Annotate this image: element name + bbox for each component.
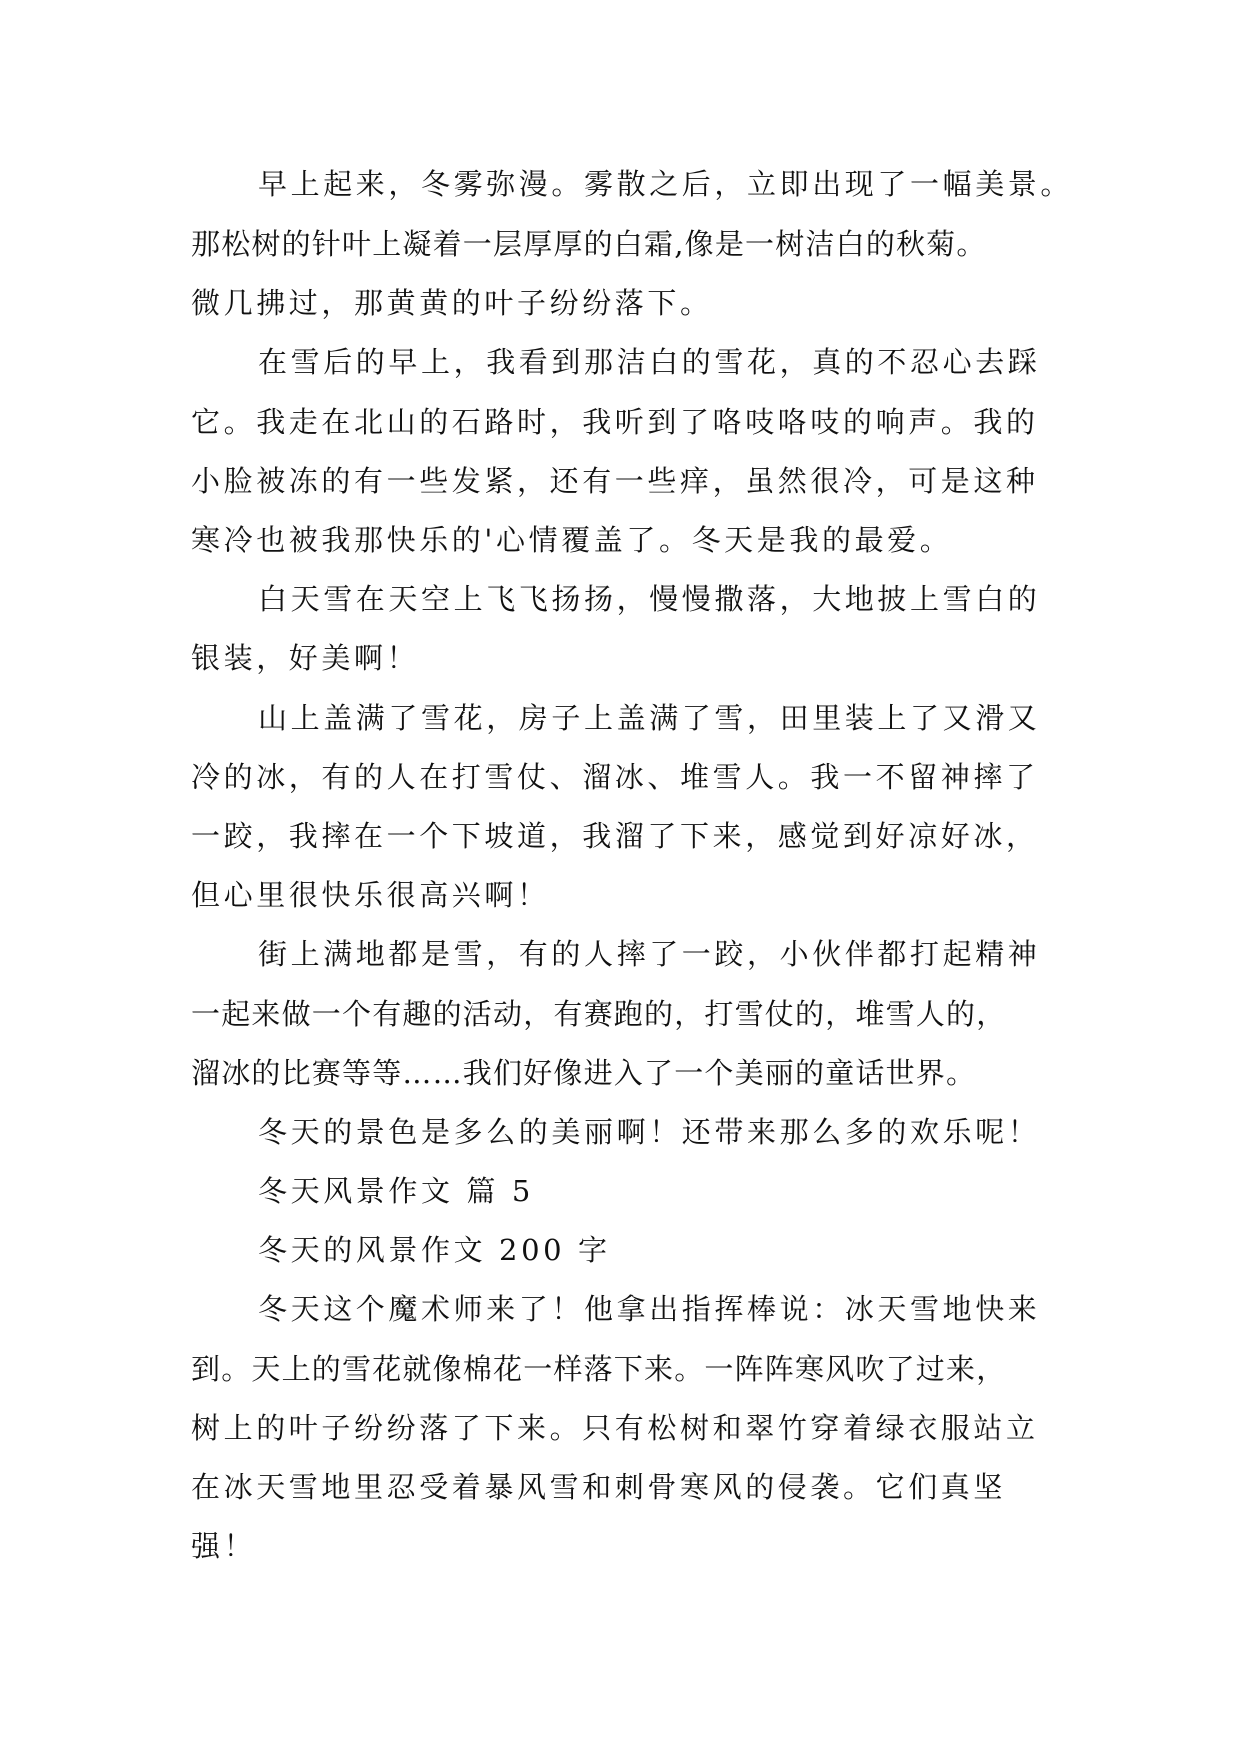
paragraph-line: 冬天的景色是多么的美丽啊！还带来那么多的欢乐呢！ [258, 1115, 1041, 1149]
paragraph-line: 微几拂过，那黄黄的叶子纷纷落下。 [191, 286, 713, 320]
paragraph-line: 到。天上的雪花就像棉花一样落下来。一阵阵寒风吹了过来， [191, 1352, 1007, 1386]
paragraph-line: 白天雪在天空上飞飞扬扬，慢慢撒落，大地披上雪白的 [258, 582, 1041, 616]
section-heading: 冬天风景作文 篇 5 [258, 1174, 534, 1208]
paragraph-line: 在雪后的早上，我看到那洁白的雪花，真的不忍心去踩 [258, 345, 1041, 379]
paragraph-line: 那松树的针叶上凝着一层厚厚的白霜,像是一树洁白的秋菊。 [191, 227, 987, 261]
paragraph-line: 冬天这个魔术师来了！他拿出指挥棒说：冰天雪地快来 [258, 1292, 1041, 1326]
paragraph-line: 但心里很快乐很高兴啊！ [191, 878, 550, 912]
paragraph-line: 它。我走在北山的石路时，我听到了咯吱咯吱的响声。我的 [191, 405, 1039, 439]
paragraph-line: 小脸被冻的有一些发紧，还有一些痒，虽然很冷，可是这种 [191, 464, 1039, 498]
paragraph-line: 寒冷也被我那快乐的'心情覆盖了。冬天是我的最爱。 [191, 523, 953, 557]
paragraph-line: 树上的叶子纷纷落了下来。只有松树和翠竹穿着绿衣服站立 [191, 1411, 1039, 1445]
paragraph-line: 街上满地都是雪，有的人摔了一跤，小伙伴都打起精神 [258, 937, 1041, 971]
paragraph-line: 冷的冰，有的人在打雪仗、溜冰、堆雪人。我一不留神摔了 [191, 760, 1039, 794]
paragraph-line: 在冰天雪地里忍受着暴风雪和刺骨寒风的侵袭。它们真坚 [191, 1470, 1007, 1504]
paragraph-line: 银装，好美啊！ [191, 641, 420, 675]
paragraph-line: 溜冰的比赛等等……我们好像进入了一个美丽的童话世界。 [191, 1056, 977, 1090]
paragraph-line: 早上起来，冬雾弥漫。雾散之后，立即出现了一幅美景。 [258, 167, 1074, 201]
paragraph-line: 一起来做一个有趣的活动，有赛跑的，打雪仗的，堆雪人的， [191, 997, 1007, 1031]
paragraph-line: 强！ [191, 1529, 257, 1563]
essay-title: 冬天的风景作文 200 字 [258, 1233, 611, 1267]
paragraph-line: 一跤，我摔在一个下坡道，我溜了下来，感觉到好凉好冰， [191, 819, 1039, 853]
paragraph-line: 山上盖满了雪花，房子上盖满了雪，田里装上了又滑又 [258, 701, 1041, 735]
